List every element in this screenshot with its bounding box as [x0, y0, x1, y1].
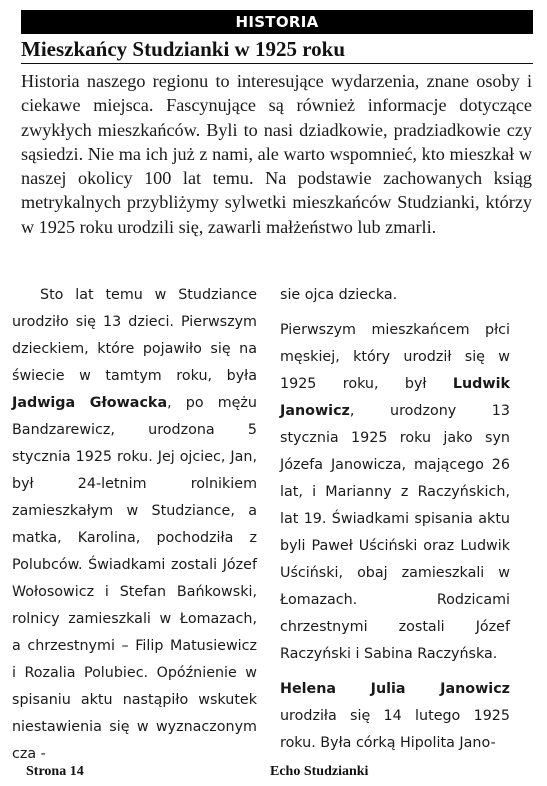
- paragraph-text: Pierwszym mieszkańcem płci męskiej, który urodził się w 1925 roku, był: [280, 322, 510, 392]
- paragraph: [280, 676, 510, 757]
- paragraph-text: , po mężu Bandzarewicz, urodzona 5 stycznia 1925 roku. Jej ojciec, Jan, był 24-letnim rolnikiem zamieszkałym w Studziance, a matka, Karolina, pochodziła z Polubców. Świadkami zostali Józef Wołosowicz i Stefan Bańkowski, rolnicy zamieszkali w Łomazach, a chrzestnymi – Filip Matusiewicz i Rozalia Polubiec. Opóźnienie w spisaniu aktu nastąpiło wskutek niestawienia się w wyznaczonym cza -: [12, 395, 257, 762]
- column-left: [12, 282, 257, 768]
- person-name: Jadwiga Głowacka: [12, 395, 168, 411]
- article-title: Mieszkańcy Studzianki w 1925 roku: [21, 37, 345, 61]
- article-lead: Historia naszego regionu to interesujące wydarzenia, znane osoby i ciekawe miejsca. Fascynujące są również informacje dotyczące zwykłych mieszkańców. Byli to nasi dziadkowie, pradziadkowie czy sąsiedzi. Nie ma ich już z nami, ale warto wspomnieć, kto mieszkał w naszej okolicy 100 lat temu. Na podstawie zachowanych ksiąg metrykalnych przybliżymy sylwetki mieszkańców Studzianki, którzy w 1925 roku urodzili się, zawarli małżeństwo lub zmarli.: [21, 71, 532, 237]
- paragraph-text: , urodzony 13 stycznia 1925 roku jako syn Józefa Janowicza, mającego 26 lat, i Marianny z Raczyńskich, lat 19. Świadkami spisania aktu byli Paweł Uściński oraz Ludwik Uściński, obaj zamieszkali w Łomazach. Rodzicami chrzestnymi zostali Józef Raczyński i Sabina Raczyńska.: [280, 403, 510, 662]
- person-name: Ludwik Janowicz: [280, 376, 510, 419]
- section-header: HISTORIA: [21, 10, 533, 34]
- paragraph: [280, 317, 510, 668]
- paragraph-text: Sto lat temu w Studziance urodziło się 13 dzieci. Pierwszym dzieckiem, które pojawiło się na świecie w tamtym roku, była: [12, 287, 257, 384]
- column-right: [280, 282, 510, 757]
- paragraph-text: urodziła się 14 lutego 1925 roku. Była córką Hipolita Jano-: [280, 708, 510, 751]
- title-divider: [21, 63, 533, 64]
- publication-name: Echo Studzianki: [270, 764, 369, 779]
- paragraph: [12, 282, 257, 768]
- person-name: Helena Julia Janowicz: [280, 681, 510, 697]
- paragraph-continuation: sie ojca dziecka.: [280, 287, 398, 303]
- page-number: Strona 14: [26, 764, 84, 779]
